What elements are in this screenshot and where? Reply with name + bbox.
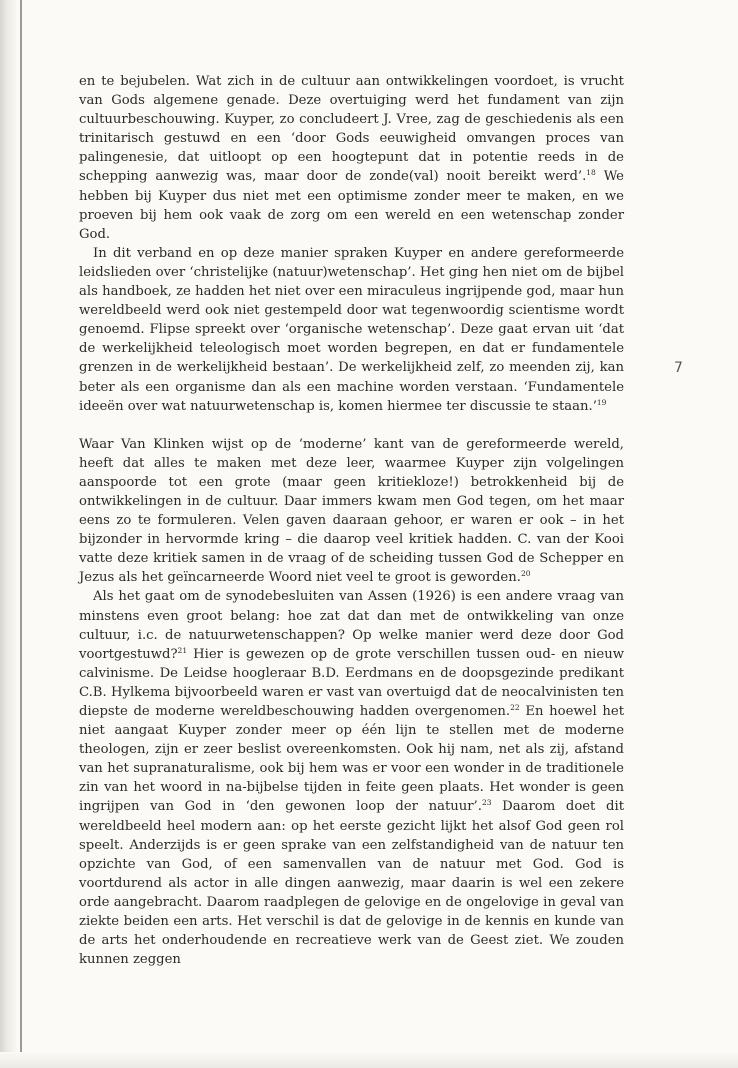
footnote-ref-22[interactable]: 22 — [510, 703, 520, 712]
paragraph-4 — [79, 587, 624, 969]
spine-shadow — [0, 0, 18, 1068]
footnote-ref-23[interactable]: 23 — [481, 798, 492, 808]
body-text — [79, 72, 624, 969]
paragraph-4-tail-3: Daarom doet dit wereldbeeld heel modern aan: op het eerste gezicht lijkt het alsof God geen rol speelt. Anderzijds is er geen sprake van een zelfstandigheid van de natuur ten opzichte van God, of een samenvallen van de natuur met God. God is voortdurend als actor in alle dingen aanwezig, maar daarin is wel een zekere orde aangebracht. Daarom raadplegen de gelovige en de ongelovige in geval van ziekte beiden een arts. Het verschil is dat de gelovige in de kennis en kunde van de arts het onderhoudende en recreatieve werk van de Geest ziet. We zouden kunnen zeggen — [79, 799, 624, 968]
page-bottom-edge — [0, 1052, 738, 1068]
spine-line — [20, 0, 22, 1068]
paragraph-1-tail: We hebben bij Kuyper dus niet met een optimisme zonder meer te maken, en we proeven bij hem ook vaak de zorg om een wereld en een wetenschap zonder God. — [79, 169, 624, 242]
paragraph-3-text: Waar Van Klinken wijst op de ‘moderne’ kant van de gereformeerde wereld, heeft dat alles te maken met deze leer, waarmee Kuyper zijn volgelingen aanspoorde tot een grote (maar geen kritiekloze!) betrokkenheid bij de ontwikkelingen in de cultuur. Daar immers kwam men God tegen, om het maar eens zo te formuleren. Velen gaven daaraan gehoor, er waren er ook – in het bijzonder in hervormde kring – die daarop veel kritiek hadden. C. van der Kooi vatte deze kritiek samen in de vraag of de scheiding tussen God de Schepper en Jezus als het geïncarneerde Woord niet veel te groot is geworden. — [79, 436, 624, 586]
paragraph-4-tail-2: En hoewel het niet aangaat Kuyper zonder meer op één lijn te stellen met de moderne theologen, zijn er zeer beslist overeenkomsten. Ook hij nam, net als zij, afstand van het supranaturalisme, ook bij hem was er voor een wonder in de traditionele zin van het woord in na-bijbelse tijden in feite geen plaats. Het wonder is geen ingrijpen van God in ‘den gewonen loop der natuur’. — [79, 704, 624, 815]
paragraph-2 — [79, 244, 624, 416]
paragraph-3 — [79, 435, 624, 588]
paragraph-2-text: In dit verband en op deze manier spraken Kuyper en andere gereformeerde leidslieden over ‘christelijke (natuur)wetenschap’. Het ging hen niet om de bijbel als handboek, ze hadden het niet over een miraculeus ingrijpende god, maar hun wereldbeeld werd ook niet gestempeld door wat tegenwoordig scientisme wordt genoemd. Flipse spreekt over ‘organische wetenschap’. Deze gaat ervan uit ‘dat de werkelijkheid teleologisch moet worden begrepen, en dat er fundamentele grenzen in de werkelijkheid bestaan’. De werkelijkheid zelf, zo meenden zij, kan beter als een organisme dan als een machine worden verstaan. ‘Fundamentele ideeën over wat natuurwetenschap is, komen hiermee ter discussie te staan.’ — [79, 245, 624, 414]
paragraph-1 — [79, 72, 624, 244]
footnote-ref-20[interactable]: 20 — [520, 569, 531, 579]
paragraph-4-text: Als het gaat om de synodebesluiten van Assen (1926) is een andere vraag van minstens even groot belang: hoe zat dat dan met de ontwikkeling van onze cultuur, i.c. de natuurwetenschappen? Op welke manier werd deze door God voortgestuwd? — [79, 589, 624, 662]
footnote-ref-19[interactable]: 19 — [596, 397, 607, 407]
footnote-ref-21[interactable]: 21 — [177, 645, 188, 655]
page-number: 7 — [674, 360, 683, 376]
paragraph-4-tail: Hier is gewezen op de grote verschillen tussen oud- en nieuw calvinisme. De Leidse hoogleraar B.D. Eerdmans en de doopsgezinde predikant C.B. Hylkema bijvoorbeeld waren er vast van overtuigd dat de neocalvinisten ten diepste de moderne wereldbeschouwing hadden overgenomen. — [79, 646, 624, 719]
paragraph-1-text: en te bejubelen. Wat zich in de cultuur aan ontwikkelingen voordoet, is vrucht van Gods algemene genade. Deze overtuiging werd het fundament van zijn cultuurbeschouwing. Kuyper, zo concludeert J. Vree, zag de geschiedenis als een trinitarisch gestuwd en een ‘door Gods eeuwigheid omvangen proces van palingenesie, dat uitloopt op een hoogtepunt dat in potentie reeds in de schepping aanwezig was, maar door de zonde(val) nooit bereikt werd’. — [79, 74, 624, 185]
footnote-ref-18[interactable]: 18 — [586, 168, 596, 178]
